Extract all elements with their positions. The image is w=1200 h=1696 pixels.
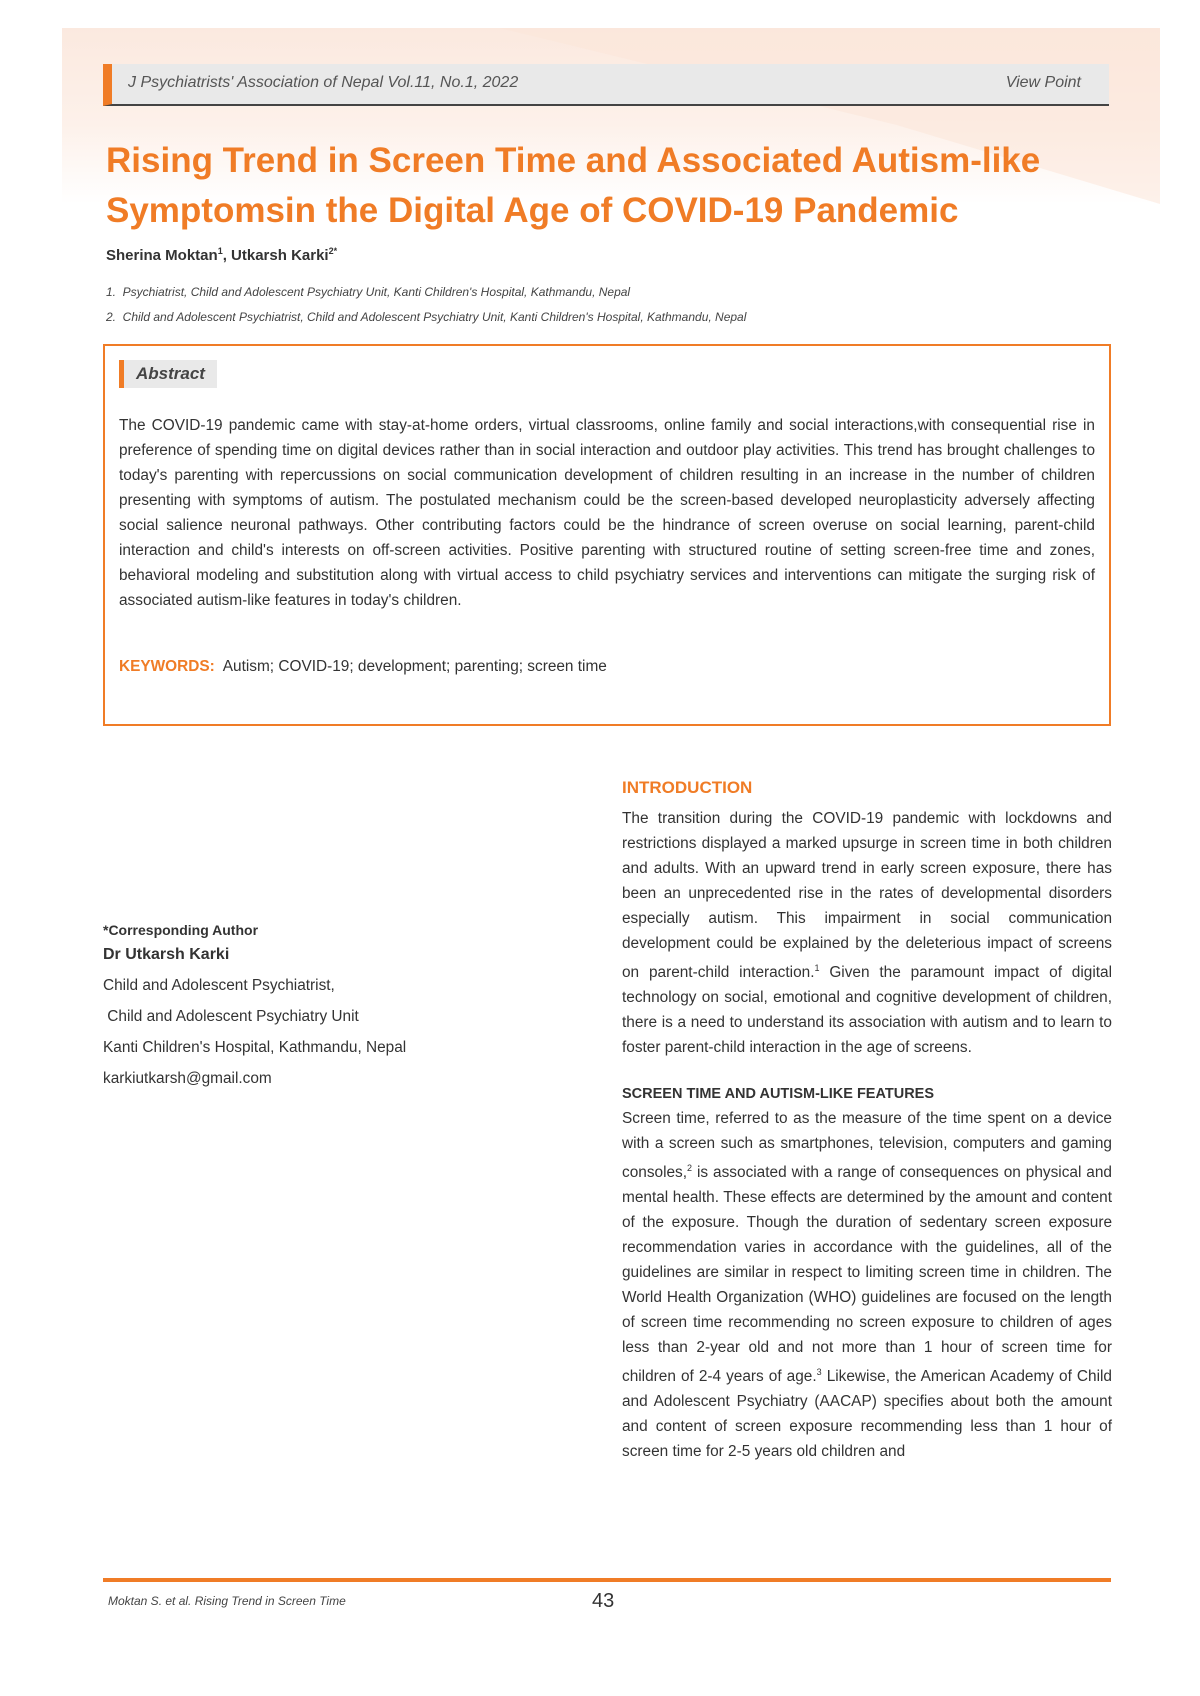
screen-time-paragraph [622,1106,1112,1464]
article-title-line-2: Symptomsin the Digital Age of COVID-19 Pandemic [106,191,959,230]
keywords-line [119,658,607,676]
affiliation-item: 1. Psychiatrist, Child and Adolescent Psychiatry Unit, Kanti Children's Hospital, Kathmandu, Nepal [106,285,631,299]
introduction-heading: INTRODUCTION [622,778,753,797]
introduction-text: Given the paramount impact of digital technology on social, emotional and cognitive development of children, there is a need to understand its association with autism and to learn to foster parent-child interaction in the age of screens. [622,964,1113,1057]
keywords-list: Autism; COVID-19; development; parenting; screen time [222,658,607,675]
affiliation-item: 2. Child and Adolescent Psychiatrist, Child and Adolescent Psychiatry Unit, Kanti Children's Hospital, Kathmandu, Nepal [106,310,747,324]
corresponding-author-label: *Corresponding Author [103,922,259,938]
author-name: Sherina Moktan [106,247,218,264]
article-title [106,136,1116,236]
footer-divider [103,1578,1111,1582]
introduction-paragraph [622,806,1112,1060]
corresponding-author-institution: Kanti Children's Hospital, Kathmandu, Nepal [103,1039,407,1056]
screen-time-text: Likewise, the American Academy of Child and Adolescent Psychiatry (AACAP) specifies about both the amount and content of screen exposure recommending less than 1 hour of screen time for 2-5 years old children and [622,1368,1112,1461]
author-list [106,246,337,264]
author-affiliation-marker: 1 [217,246,223,256]
journal-citation: J Psychiatrists' Association of Nepal Vol.11, No.1, 2022 [128,74,519,91]
citation-ref: 2 [687,1163,693,1174]
keywords-label: KEYWORDS: [119,658,215,675]
abstract-label: Abstract [119,360,217,388]
corresponding-author-name: Dr Utkarsh Karki [103,946,230,963]
author-name: Utkarsh Karki [231,247,329,264]
abstract-box [103,344,1111,726]
introduction-text: The transition during the COVID-19 pandemic with lockdowns and restrictions displayed a marked upsurge in screen time in both children and adults. With an upward trend in early screen exposure, there has been an unprecedented rise in the rates of developmental disorders especially autism. This impairment in social communication development could be explained by the deleterious impact of screens on parent-child interaction. [622,810,1112,982]
journal-header-bar [103,64,1109,106]
corresponding-author-email[interactable]: karkiutkarsh@gmail.com [103,1070,272,1087]
corresponding-author-unit: Child and Adolescent Psychiatry Unit [103,1008,359,1025]
body-column-right [622,778,1112,1464]
page-number: 43 [592,1590,615,1612]
screen-time-text: Screen time, referred to as the measure of the time spent on a device with a screen such as smartphones, television, computers and gaming consoles, [622,1110,1112,1182]
citation-ref: 3 [816,1367,822,1378]
screen-time-text: is associated with a range of consequences on physical and mental health. These effects are determined by the amount and content of the exposure. Though the duration of sedentary screen exposure recommendation varies in accordance with the guidelines, all of the guidelines are similar in respect to limiting screen time in children. The World Health Organization (WHO) guidelines are focused on the length of screen time recommending no screen exposure to children of ages less than 2-year old and not more than 1 hour of screen time for children of 2-4 years of age. [622,1164,1112,1386]
citation-ref: 1 [814,963,820,973]
author-separator: , [222,247,232,264]
article-title-line-1: Rising Trend in Screen Time and Associated Autism-like [106,141,1041,180]
footer-running-title: Moktan S. et al. Rising Trend in Screen Time [108,1594,346,1608]
screen-time-heading: SCREEN TIME AND AUTISM-LIKE FEATURES [622,1086,935,1103]
abstract-text: The COVID-19 pandemic came with stay-at-home orders, virtual classrooms, online family and social interactions,with consequential rise in preference of spending time on digital devices rather than in social interaction and outdoor play activities. This trend has brought challenges to today's parenting with repercussions on social communication development of children resulting in an increase in the number of children presenting with symptoms of autism. The postulated mechanism could be the screen-based developed neuroplasticity adversely affecting social salience neuronal pathways. Other contributing factors could be the hindrance of screen overuse on social learning, parent-child interaction and child's interests on off-screen activities. Positive parenting with structured routine of setting screen-free time and zones, behavioral modeling and substitution along with virtual access to child psychiatry services and interventions can mitigate the surging risk of associated autism-like features in today's children. [119,417,1095,609]
affiliation-list [106,285,746,335]
author-affiliation-marker: 2* [328,246,338,256]
article-type-label: View Point [1005,74,1081,91]
corresponding-author-position: Child and Adolescent Psychiatrist, [103,977,335,994]
corresponding-author-block [103,922,406,1094]
